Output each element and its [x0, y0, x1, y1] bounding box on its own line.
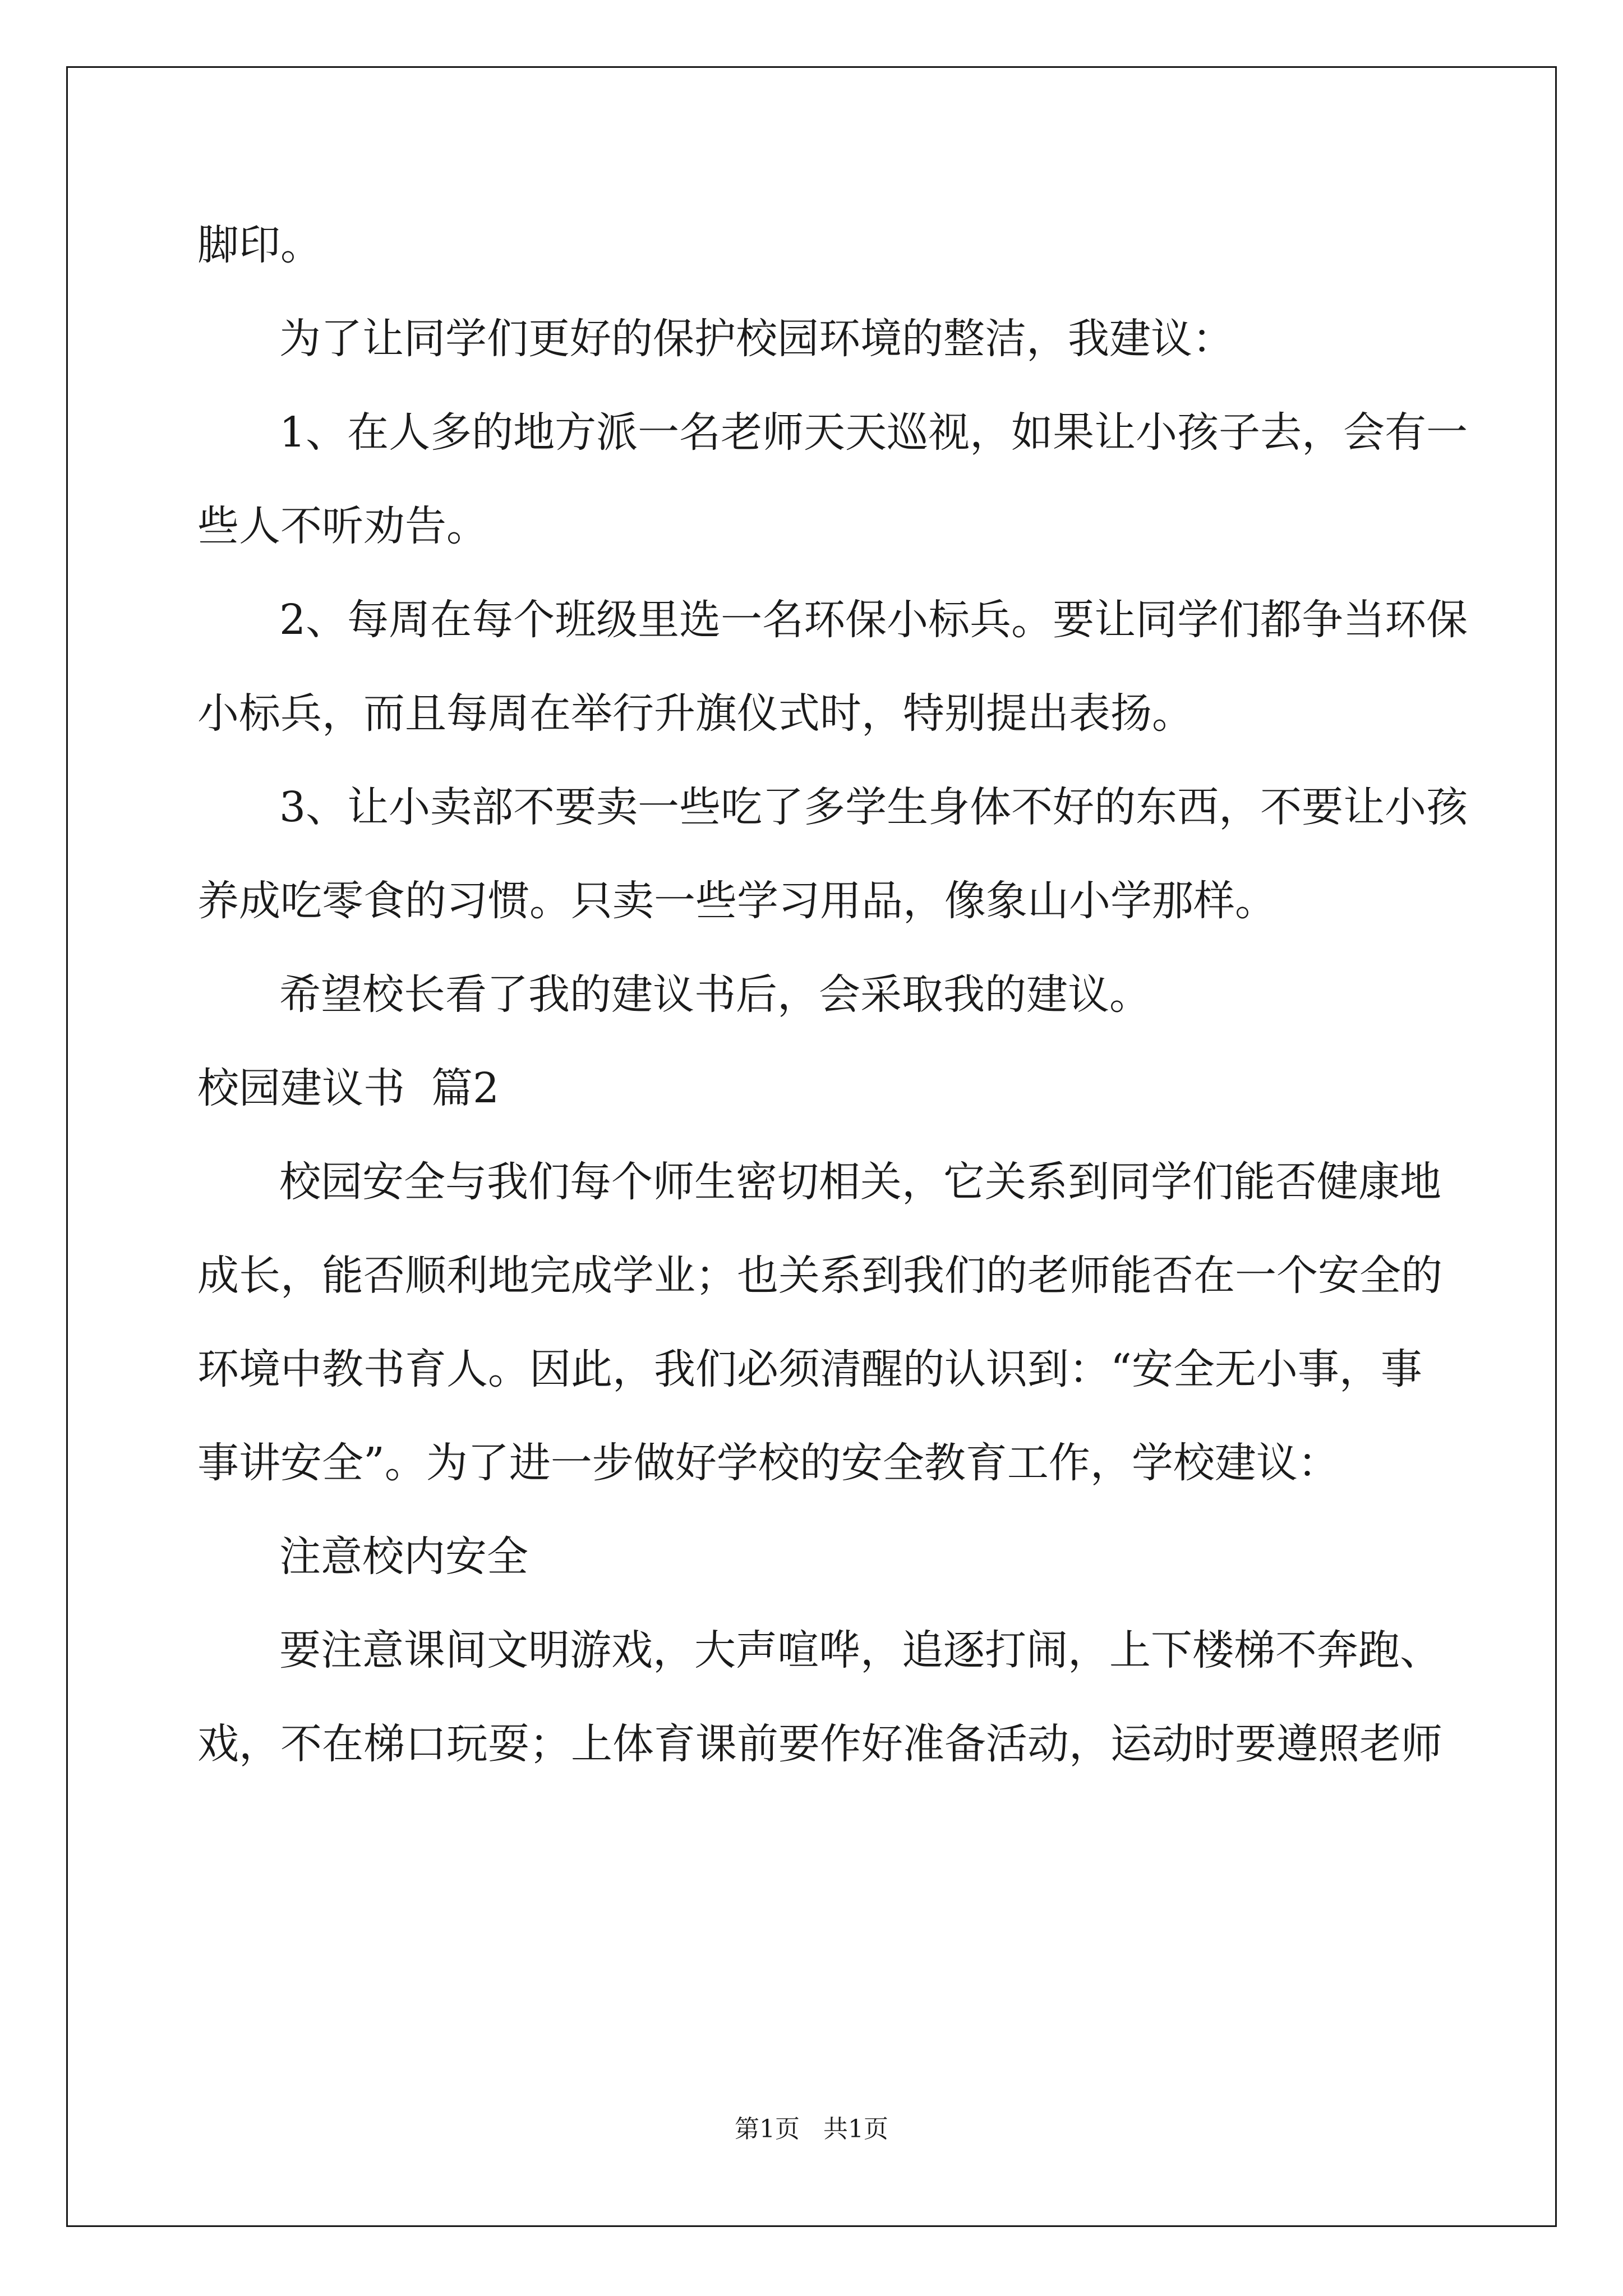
section-paragraph-line-2: 成长，能否顺利地完成学业；也关系到我们的老师能否在一个安全的: [197, 1251, 1442, 1300]
suggestion-3-line-1: 3、让小卖部不要卖一些吃了多学生身体不好的东西，不要让小孩: [279, 783, 1468, 831]
subheading-line: 注意校内安全: [279, 1533, 528, 1581]
section-paragraph-line-1: 校园安全与我们每个师生密切相关，它关系到同学们能否健康地: [279, 1158, 1441, 1206]
section-paragraph-line-4: 事讲安全”。为了进一步做好学校的安全教育工作，学校建议：: [197, 1439, 1339, 1487]
closing-line: 希望校长看了我的建议书后，会采取我的建议。: [279, 970, 1151, 1019]
page-border: [66, 66, 1557, 2227]
detail-paragraph-line-2: 戏，不在梯口玩耍；上体育课前要作好准备活动，运动时要遵照老师: [197, 1720, 1442, 1768]
section-paragraph-line-3: 环境中教书育人。因此，我们必须清醒的认识到：“安全无小事，事: [197, 1345, 1422, 1393]
paragraph-continuation-line: 脚印。: [197, 221, 322, 269]
suggestion-1-line-2: 些人不听劝告。: [197, 502, 488, 550]
section-heading: 校园建议书 篇2: [197, 1064, 500, 1112]
suggestion-1-line-1: 1、在人多的地方派一名老师天天巡视，如果让小孩子去，会有一: [279, 408, 1468, 457]
detail-paragraph-line-1: 要注意课间文明游戏，大声喧哗，追逐打闹，上下楼梯不奔跑、: [279, 1626, 1441, 1674]
paragraph-intro-line: 为了让同学们更好的保护校园环境的整洁，我建议：: [279, 315, 1234, 363]
suggestion-3-line-2: 养成吃零食的习惯。只卖一些学习用品，像象山小学那样。: [197, 877, 1276, 925]
suggestion-2-line-2: 小标兵，而且每周在举行升旗仪式时，特别提出表扬。: [197, 689, 1193, 738]
suggestion-2-line-1: 2、每周在每个班级里选一名环保小标兵。要让同学们都争当环保: [279, 596, 1468, 644]
page-footer: 第1页 共1页: [735, 2115, 888, 2143]
